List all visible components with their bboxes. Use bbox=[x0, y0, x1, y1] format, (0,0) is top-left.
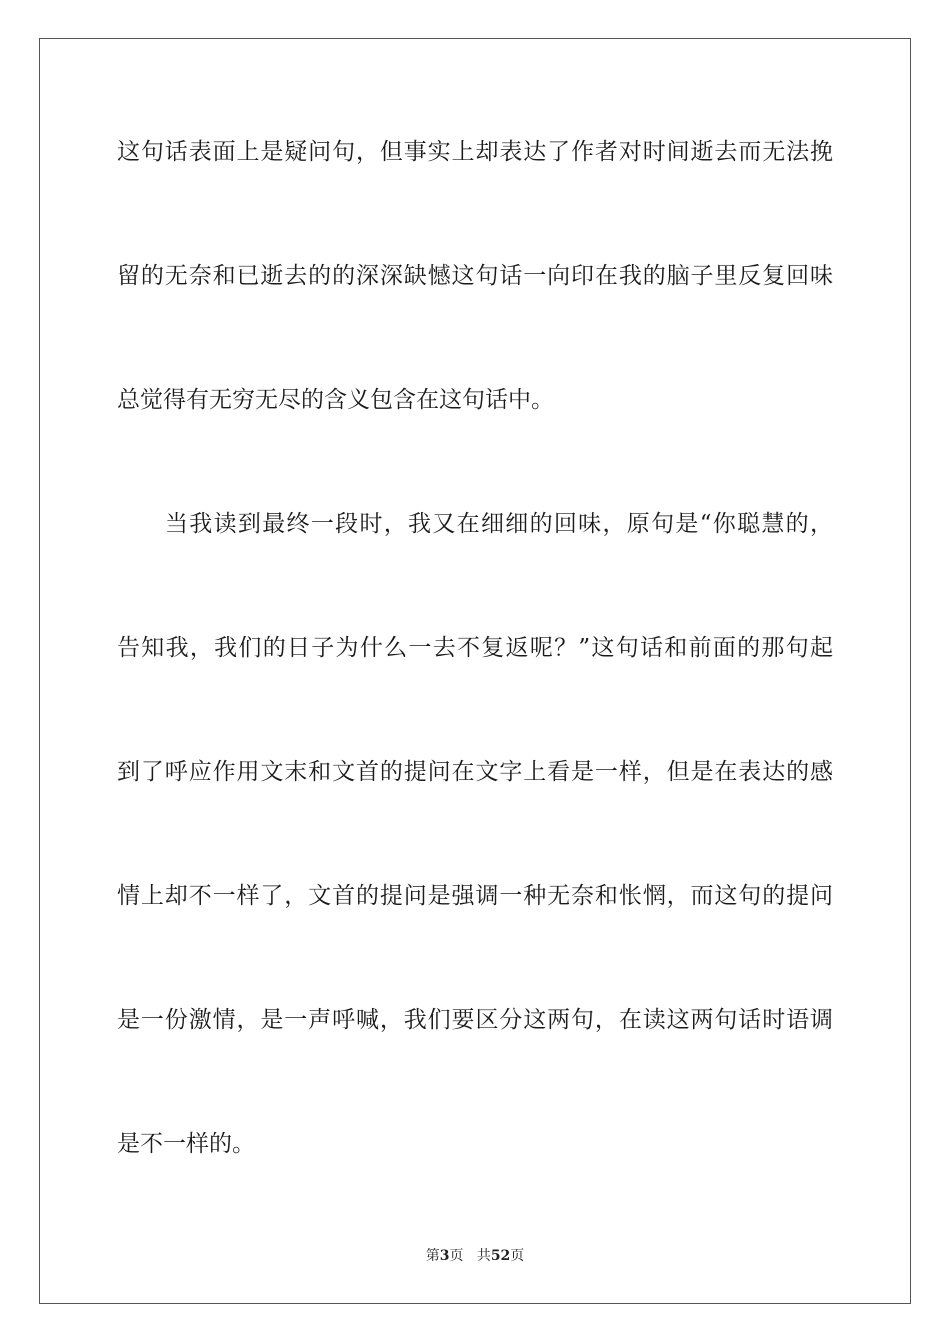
page-number: 3 bbox=[439, 1248, 450, 1264]
page-footer bbox=[0, 1247, 950, 1265]
total-suffix: 页 bbox=[510, 1248, 525, 1264]
page-border bbox=[39, 38, 911, 1304]
text-line: 情上却不一样了，文首的提问是强调一种无奈和怅惘，而这句的提问 bbox=[117, 883, 833, 909]
total-pages: 52 bbox=[490, 1248, 511, 1264]
text-line: 告知我，我们的日子为什么一去不复返呢？”这句话和前面的那句起 bbox=[117, 635, 833, 661]
total-prefix: 共 bbox=[476, 1248, 491, 1264]
page-prefix: 第 bbox=[425, 1248, 440, 1264]
text-line: 总觉得有无穷无尽的含义包含在这句话中。 bbox=[117, 387, 554, 413]
text-line: 是一份激情，是一声呼喊，我们要区分这两句，在读这两句话时语调 bbox=[117, 1007, 833, 1033]
text-line: 留的无奈和已逝去的的深深缺憾这句话一向印在我的脑子里反复回味 bbox=[117, 263, 833, 289]
text-line: 这句话表面上是疑问句，但事实上却表达了作者对时间逝去而无法挽 bbox=[117, 139, 833, 165]
text-line: 是不一样的。 bbox=[117, 1131, 255, 1157]
text-line: 到了呼应作用文末和文首的提问在文字上看是一样，但是在表达的感 bbox=[117, 759, 833, 785]
text-line: 当我读到最终一段时，我又在细细的回味，原句是“你聪慧的， bbox=[165, 511, 833, 537]
page-suffix: 页 bbox=[449, 1248, 464, 1264]
